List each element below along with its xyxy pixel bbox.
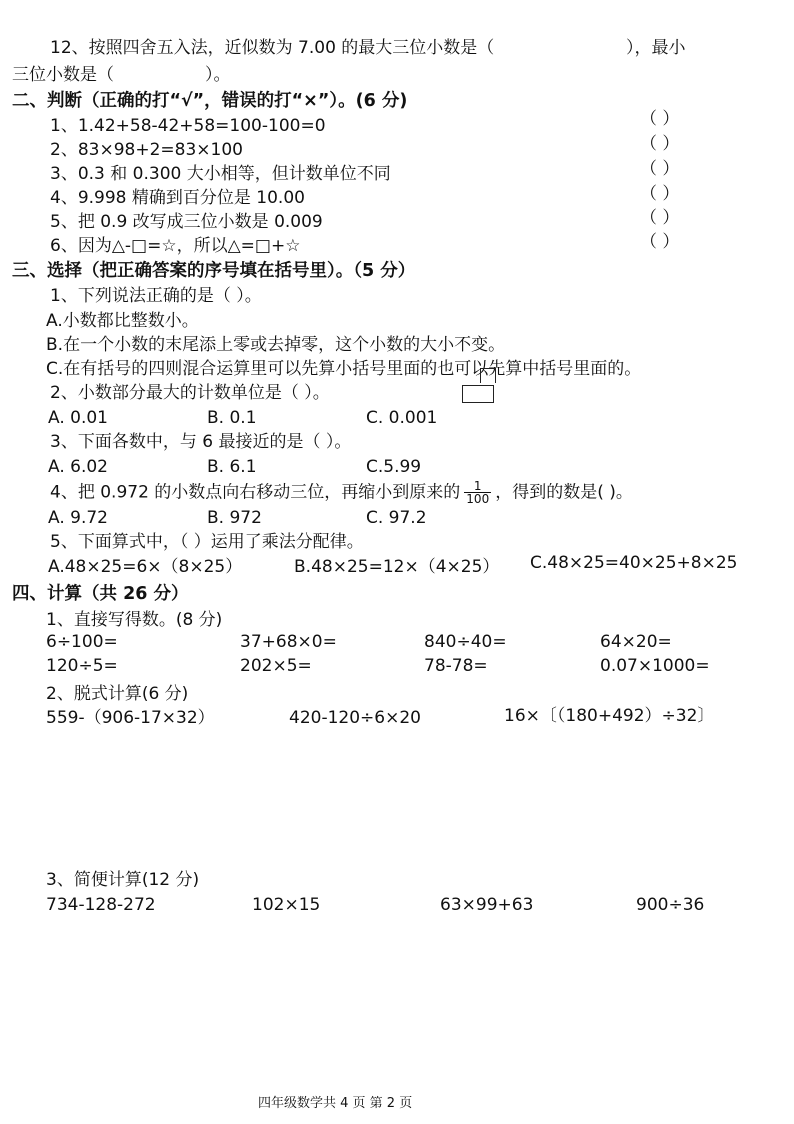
choice-q1-option-a: A.小数都比整数小。 — [46, 311, 199, 331]
choice-q2: 2、小数部分最大的计数单位是（ ）。 — [50, 383, 330, 403]
step-calc-2: 420-120÷6×20 — [289, 708, 421, 728]
choice-q4-text-b: ，得到的数是( )。 — [495, 482, 633, 503]
mental-calc-8: 0.07×1000= — [600, 656, 710, 676]
calc-sub3-heading: 3、简便计算(12 分) — [46, 870, 200, 890]
judge-item-1: 1、1.42+58-42+58=100-100=0 — [50, 116, 326, 136]
answer-paren-4[interactable]: （ ） — [640, 184, 680, 204]
choice-q5-option-c: C.48×25=40×25+8×25 — [530, 553, 738, 573]
choice-q1: 1、下列说法正确的是（ ）。 — [50, 286, 262, 306]
choice-q4-option-a: A. 9.72 — [48, 508, 108, 528]
judge-item-3: 3、0.3 和 0.300 大小相等，但计数单位不同 — [50, 164, 391, 184]
judge-item-5: 5、把 0.9 改写成三位小数是 0.009 — [50, 212, 323, 232]
answer-paren-6[interactable]: （ ） — [640, 232, 680, 252]
answer-paren-3[interactable]: （ ） — [640, 159, 680, 179]
fraction-denominator: 100 — [466, 492, 490, 506]
mental-calc-5: 120÷5= — [46, 656, 118, 676]
pencil-mark — [462, 385, 494, 403]
judge-item-2: 2、83×98+2=83×100 — [50, 140, 243, 160]
calc-sub2-heading: 2、脱式计算(6 分) — [46, 684, 189, 704]
section4-heading: 四、计算（共 26 分） — [12, 584, 189, 604]
pencil-mark-top — [480, 368, 496, 383]
mental-calc-2: 37+68×0= — [240, 632, 337, 652]
simple-calc-4: 900÷36 — [636, 895, 705, 915]
mental-calc-4: 64×20= — [600, 632, 672, 652]
simple-calc-3: 63×99+63 — [440, 895, 534, 915]
judge-item-4: 4、9.998 精确到百分位是 10.00 — [50, 188, 305, 208]
choice-q4-option-b: B. 972 — [207, 508, 262, 528]
mental-calc-7: 78-78= — [424, 656, 488, 676]
section2-heading: 二、判断（正确的打“√”，错误的打“×”）。(6 分) — [12, 91, 408, 111]
choice-q3-option-a: A. 6.02 — [48, 457, 108, 477]
choice-q3-option-b: B. 6.1 — [207, 457, 257, 477]
choice-q5-option-b: B.48×25=12×（4×25） — [294, 557, 500, 577]
step-calc-1: 559-（906-17×32） — [46, 708, 215, 728]
mental-calc-1: 6÷100= — [46, 632, 118, 652]
judge-item-6: 6、因为△-□=☆，所以△=□+☆ — [50, 236, 301, 256]
choice-q5-option-a: A.48×25=6×（8×25） — [48, 557, 243, 577]
choice-q3-option-c: C.5.99 — [366, 457, 422, 477]
fraction-numerator: 1 — [464, 480, 491, 493]
choice-q2-option-a: A. 0.01 — [48, 408, 108, 428]
choice-q1-option-b: B.在一个小数的末尾添上零或去掉零，这个小数的大小不变。 — [46, 335, 506, 355]
choice-q3: 3、下面各数中，与 6 最接近的是（ ）。 — [50, 432, 352, 452]
page-footer: 四年级数学共 4 页 第 2 页 — [258, 1096, 413, 1111]
section3-heading: 三、选择（把正确答案的序号填在括号里）。（5 分） — [12, 261, 416, 281]
choice-q1-option-c: C.在有括号的四则混合运算里可以先算小括号里面的也可以先算中括号里面的。 — [46, 359, 642, 379]
choice-q4-text-a: 4、把 0.972 的小数点向右移动三位，再缩小到原来的 — [50, 482, 461, 503]
simple-calc-2: 102×15 — [252, 895, 321, 915]
choice-q5: 5、下面算式中，（ ）运用了乘法分配律。 — [50, 532, 364, 552]
q12-line1 — [50, 37, 494, 59]
fraction-one-hundredth — [464, 480, 491, 505]
q12-text-a: 12、按照四舍五入法，近似数为 7.00 的最大三位小数是（ — [50, 38, 495, 58]
q12-line1-end: ），最小 — [626, 38, 686, 58]
answer-paren-5[interactable]: （ ） — [640, 208, 680, 228]
step-calc-3: 16×〔（180+492）÷32〕 — [504, 706, 715, 726]
q12-line2 — [12, 64, 114, 86]
mental-calc-6: 202×5= — [240, 656, 312, 676]
choice-q4-option-c: C. 97.2 — [366, 508, 427, 528]
mental-calc-3: 840÷40= — [424, 632, 507, 652]
choice-q2-option-c: C. 0.001 — [366, 408, 438, 428]
calc-sub1-heading: 1、直接写得数。(8 分) — [46, 610, 223, 630]
q12-line2-end: ）。 — [205, 65, 231, 85]
simple-calc-1: 734-128-272 — [46, 895, 156, 915]
choice-q2-option-b: B. 0.1 — [207, 408, 257, 428]
q12-text-c: 三位小数是（ — [12, 65, 114, 85]
choice-q4 — [50, 480, 633, 505]
answer-paren-1[interactable]: （ ） — [640, 109, 680, 129]
answer-paren-2[interactable]: （ ） — [640, 134, 680, 154]
